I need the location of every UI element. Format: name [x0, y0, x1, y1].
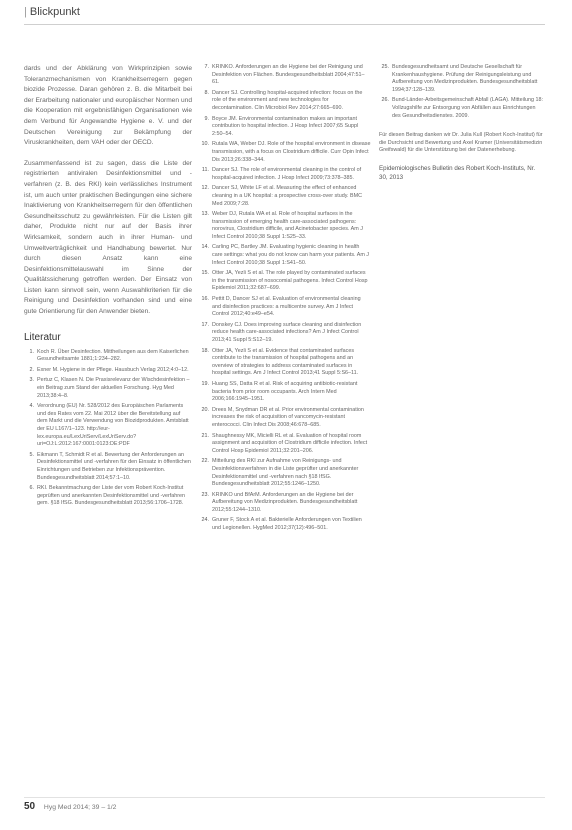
- reference-item: [199, 296, 371, 319]
- reference-number: 26.: [381, 97, 389, 104]
- reference-item: [379, 64, 545, 94]
- body-paragraph: Zusammenfassend ist zu sagen, dass die Liste der registrierten antiviralen Desinfektionsmittel und -verfahren (z. B. des RKI) kein verlässliches Instrument ist, um auch unter praktischen Bedingungen eine sichere Inaktivierung von Krankheitserregern für den öffentlichen Gesundheitsschutz zu gewährleisten. Für die Listen gilt daher, Produkte nicht nur auf der Basis ihrer Wirksamkeit, sondern auch in ihrer Human- und Umweltverträglichkeit und Handhabung bewertet. Nur durch diesen Ansatz kann eine Desinfektionsmittelauswahl im Sinne der Qualitätssicherung getroffen werden. Der Einsatz von Listen kann sinnvoll sein, wenn Auswahlkriterien für die Reinigung und Desinfektion vorhanden sind und eine gute Orientierung für den Anwender bieten.: [24, 159, 192, 316]
- reference-text: Bundesgesundheitsamt und Deutsche Gesellschaft für Krankenhaushygiene. Prüfung der Reinigungsleistung und Aufbereitung von Medizinprodukten. Bundesgesundheitsblatt 1994;37:128–139.: [392, 64, 538, 93]
- reference-number: 6.: [29, 485, 34, 492]
- reference-number: 1.: [29, 348, 34, 355]
- reference-text: Drees M, Snydman DR et al. Prior environmental contamination increases the risk of acquisition of vancomycin-resistant enterococci. Clin Infect Dis 2008;46:678–685.: [212, 406, 364, 428]
- reference-text: Otter JA, Yezli S et al. Evidence that contaminated surfaces contribute to the transmission of hospital pathogens and an overview of strategies to address contaminated surfaces in hospital settings. Am J Infect Control 2013;41 Suppl 5:S6–11.: [212, 347, 359, 377]
- reference-item: [199, 517, 371, 532]
- reference-text: Verordnung (EU) Nr. 528/2012 des Europäischen Parlaments und des Rates vom 22. Mai 2012 über die Bereitstellung auf dem Markt und die Verwendung von Biozidprodukten. Amtsblatt der EU L167/1–123. http://eur-lex.europa.eu/LexUriServ/LexUriServ.do?uri=OJ:L:2012:167:0001:0123:DE:PDF: [37, 403, 189, 448]
- reference-number: 12.: [201, 185, 209, 192]
- reference-text: Mitteilung des RKI zur Aufnahme von Reinigungs- und Desinfektionsverfahren in die Liste geprüfter und anerkannter Desinfektionsmittel und -verfahren nach §18 IfSG. Bundesgesundheitsblatt 2012;55:1246–1250.: [212, 458, 359, 488]
- reference-number: 17.: [201, 321, 209, 328]
- reference-text: Boyce JM. Environmental contamination makes an important contribution to hospital infection. J Hosp Infect 2007;65 Suppl 2:50–54.: [212, 115, 359, 137]
- reference-item: [199, 90, 371, 113]
- reference-item: [199, 270, 371, 293]
- journal-citation: Hyg Med 2014; 39 – 1/2: [43, 804, 117, 811]
- reference-item: [24, 403, 192, 449]
- reference-text: Dancer SJ. Controlling hospital-acquired infection: focus on the role of the environment and new technologies for decontamination. Clin Microbiol Rev 2014;27:665–690.: [212, 89, 363, 111]
- reference-item: [199, 322, 371, 345]
- reference-number: 19.: [201, 380, 209, 387]
- reference-text: Huang SS, Datta R et al. Risk of acquiring antibiotic-resistant bacteria from prior room occupants. Arch Intern Med 2006;166:1945–1951.: [212, 380, 358, 403]
- reference-text: KRINKO und BfArM. Anforderungen an die Hygiene bei der Aufbereitung von Medizinprodukten. Bundesgesundheitsblatt 2012;55:1244–1310.: [212, 491, 358, 513]
- reference-item: [199, 64, 371, 87]
- reference-item: [199, 116, 371, 139]
- reference-item: [24, 485, 192, 508]
- reference-item: [379, 97, 545, 120]
- reference-number: 20.: [201, 406, 209, 413]
- body-paragraph: dards und der Abklärung von Wirkprinzipien sowie Toleranzmechanismen von Krankheitserregern gegen biozide Prozesse. Daran gehören z. B. die Mitarbeit bei der Erarbeitung nationaler und europäischer Normen und die Kooperation mit ergebnisfähigen Organisationen wie dem Verbund für Angewandte Hygiene e. V. und der Deutschen Vereinigung zur Bekämpfung der Viruskrankheiten, dem VAH oder der OECD.: [24, 65, 192, 147]
- reference-text: Donskey CJ. Does improving surface cleaning and disinfection reduce health care-associated infections? Am J Infect Control 2013;41 Suppl 5:S12–19.: [212, 321, 362, 343]
- reference-item: [199, 348, 371, 378]
- reference-number: 16.: [201, 296, 209, 303]
- reference-item: [199, 185, 371, 208]
- reference-text: Carling PC, Bartley JM. Evaluating hygienic cleaning in health care settings: what you do not know can harm your patients. Am J Infect Control 2010;38 Suppl 1:S41–50.: [212, 244, 370, 266]
- reference-item: [24, 452, 192, 482]
- reference-number: 9.: [204, 115, 209, 122]
- reference-item: [199, 211, 371, 241]
- reference-text: Pertuz C, Klasen N. Die Praxisrelevanz der Wischdesinfektion – ein Beitrag zum Stand der aktuellen Forschung. Hyg Med 2013;38:4–8.: [37, 377, 190, 399]
- reference-item: [199, 141, 371, 164]
- header-rule: [24, 24, 545, 25]
- reference-number: 15.: [201, 270, 209, 277]
- reference-text: RKI. Bekanntmachung der Liste der vom Robert Koch-Institut geprüften und anerkannten Desinfektionsmittel und -verfahren gem. §18 IfSG. Bundesgesundheitsblatt 2013;56:1706–1728.: [37, 485, 186, 507]
- reference-text: Dancer SJ. The role of environmental cleaning in the control of hospital-acquired infection. J Hosp Infect 2009;73:378–385.: [212, 167, 362, 181]
- reference-text: Dancer SJ, White LF et al. Measuring the effect of enhanced cleaning in a UK hospital: a prospective cross-over study. BMC Med 2009;7:28.: [212, 185, 363, 207]
- reference-item: [199, 407, 371, 430]
- reference-number: 13.: [201, 211, 209, 218]
- reference-text: Koch R. Über Desinfection. Mittheilungen aus dem Kaiserlichen Gesundheitsamte 1881;1:234–282.: [37, 348, 189, 363]
- footer-rule: [24, 797, 545, 798]
- reference-number: 11.: [201, 167, 209, 174]
- reference-item: [24, 349, 192, 364]
- reference-text: Bund-Länder-Arbeitsgemeinschaft Abfall (LAGA). Mitteilung 18: Vollzugshilfe zur Entsorgung von Abfällen aus Einrichtungen des Gesundheitsdienstes. 2009.: [392, 97, 544, 119]
- rubric-label: Blickpunkt: [29, 6, 80, 18]
- reference-number: 22.: [201, 458, 209, 465]
- reference-number: 18.: [201, 347, 209, 354]
- reference-number: 14.: [201, 244, 209, 251]
- reference-number: 7.: [204, 64, 209, 70]
- reference-number: 25.: [381, 64, 389, 70]
- column-middle: [199, 64, 371, 536]
- reference-number: 3.: [29, 377, 34, 384]
- reference-item: [199, 381, 371, 404]
- reference-item: [24, 377, 192, 400]
- reference-list: [379, 64, 545, 120]
- reference-number: 2.: [29, 366, 34, 373]
- rubric-bar: |: [24, 6, 27, 18]
- reference-number: 8.: [204, 89, 209, 96]
- reference-text: Pettit D, Dancer SJ et al. Evaluation of environmental cleaning and disinfection practices: a multicentre survey. Am J Infect Control 2012;40:e49–e54.: [212, 296, 361, 318]
- reference-item: [199, 458, 371, 488]
- column-right: [379, 64, 545, 182]
- reference-text: KRINKO. Anforderungen an die Hygiene bei der Reinigung und Desinfektion von Flächen. Bundesgesundheitsblatt 2004;47:51–61.: [212, 64, 365, 86]
- references-heading: Literatur: [24, 331, 61, 343]
- section-rubric: [24, 6, 80, 18]
- reference-number: 21.: [201, 432, 209, 439]
- reference-text: Rutala WA, Weber DJ. Role of the hospital environment in disease transmission, with a focus on Clostridium difficile. Curr Opin Infect Dis 2013;26:338–344.: [212, 141, 371, 163]
- reference-item: [199, 244, 371, 267]
- column-left: [24, 64, 192, 511]
- reference-list: [199, 64, 371, 533]
- reference-text: Exner M. Hygiene in der Pflege. Hausbuch Verlag 2012;4:0–12.: [37, 366, 189, 373]
- reference-item: [199, 492, 371, 515]
- reference-text: Eikmann T, Schmidt R et al. Bewertung der Anforderungen an Desinfektionsmittel und -verfahren für den Einsatz in öffentlichen Einrichtungen und Betrieben zur Infektionsprävention. Bundesgesundheitsblatt 2014;57:1–10.: [37, 451, 191, 481]
- reference-item: [199, 433, 371, 456]
- reference-number: 4.: [29, 403, 34, 410]
- reference-number: 5.: [29, 451, 34, 458]
- page-footer: [24, 801, 116, 812]
- reference-list: [24, 349, 192, 508]
- reference-text: Shaughnessy MK, Micielli RL et al. Evaluation of hospital room assignment and acquisition of Clostridium difficile infection. Infect Control Hosp Epidemiol 2011;32:201–206.: [212, 432, 368, 454]
- source-note: Epidemiologisches Bulletin des Robert Koch-Instituts, Nr. 30, 2013: [379, 164, 536, 181]
- reference-item: [24, 367, 192, 375]
- reference-item: [199, 167, 371, 182]
- reference-number: 10.: [201, 141, 209, 148]
- reference-text: Otter JA, Yezli S et al. The role played by contaminated surfaces in the transmission of nosocomial pathogens. Infect Control Hosp Epidemiol 2011;32:687–699.: [212, 270, 368, 292]
- reference-text: Weber DJ, Rutala WA et al. Role of hospital surfaces in the transmission of emerging health care-associated pathogens: norovirus, Clostridium difficile, and Acinetobacter species. Am J Infect Control 2010;38 Suppl 1:S25–33.: [212, 211, 363, 240]
- reference-number: 24.: [201, 517, 209, 524]
- acknowledgement-note: Für diesen Beitrag danken wir Dr. Julia Kull (Robert Koch-Institut) für die Durchsicht und Bewertung und Axel Kramer (Universitätsmedizin Greifswald) für die Unterstützung bei der Datenerhebung.: [379, 132, 543, 154]
- reference-number: 23.: [201, 491, 209, 498]
- page-number: 50: [24, 801, 36, 812]
- reference-text: Gruner F, Stock A et al. Bakterielle Anforderungen von Textilien und Legionellen. HygMed 2012;37(12):496–501.: [212, 517, 362, 532]
